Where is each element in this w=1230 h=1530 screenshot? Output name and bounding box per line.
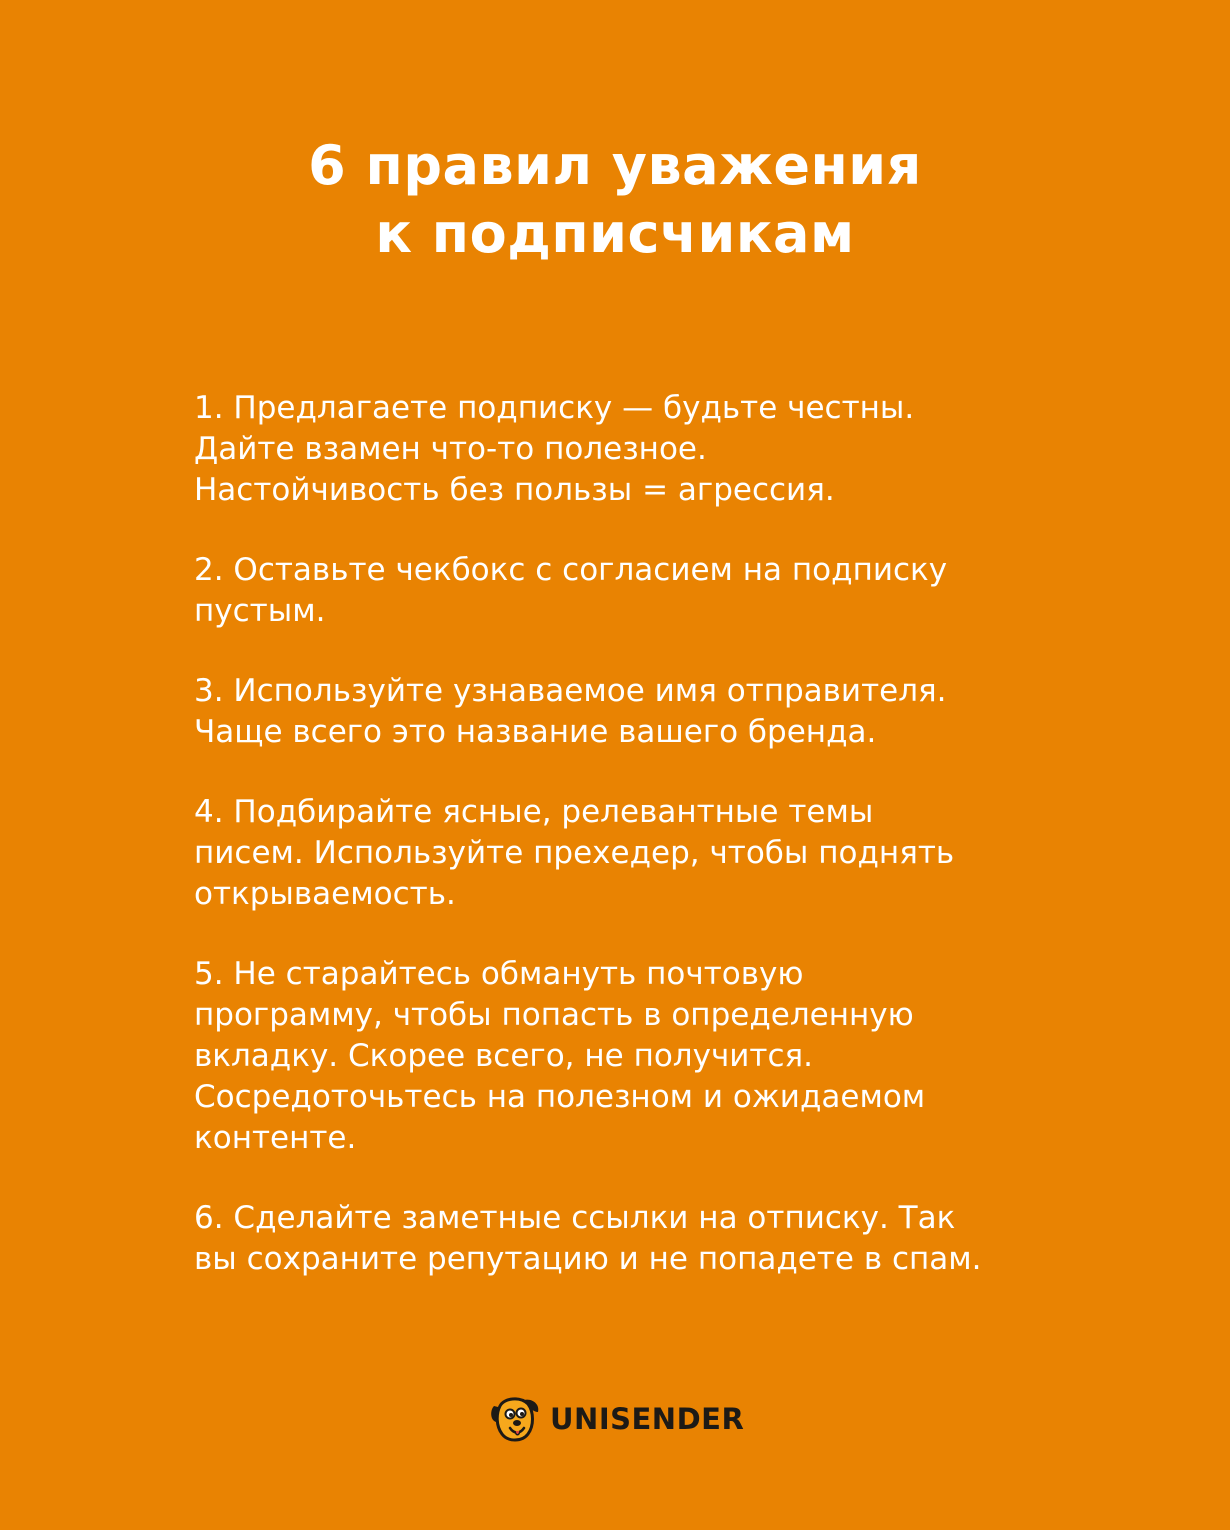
- rule-item-3: [194, 671, 1094, 753]
- rule-line: вкладку. Скорее всего, не получится.: [194, 1038, 814, 1074]
- rule-line: открываемость.: [194, 876, 456, 912]
- title-line-1: 6 правил уважения: [308, 134, 922, 197]
- rule-item-1: [194, 388, 1094, 511]
- brand-logo: [488, 1392, 744, 1446]
- rule-line: Дайте взамен что-то полезное.: [194, 431, 707, 467]
- brand-name: UNISENDER: [550, 1402, 745, 1436]
- rule-item-2: [194, 550, 1094, 632]
- rule-line: Чаще всего это название вашего бренда.: [194, 714, 877, 750]
- rule-item-4: [194, 792, 1094, 915]
- rule-item-5: [194, 954, 1094, 1159]
- rule-line: 3. Используйте узнаваемое имя отправителя.: [194, 673, 947, 709]
- rule-line: 2. Оставьте чекбокс с согласием на подписку: [194, 552, 948, 588]
- page-title: [0, 132, 1230, 268]
- rule-line: 5. Не старайтесь обмануть почтовую: [194, 956, 804, 992]
- rule-line: 1. Предлагаете подписку — будьте честны.: [194, 390, 915, 426]
- dog-mascot-icon: [488, 1392, 542, 1446]
- rule-line: Настойчивость без пользы = агрессия.: [194, 472, 835, 508]
- rule-line: пустым.: [194, 593, 326, 629]
- rule-line: 6. Сделайте заметные ссылки на отписку. Так: [194, 1200, 956, 1236]
- rule-line: 4. Подбирайте ясные, релевантные темы: [194, 794, 874, 830]
- rule-item-6: [194, 1198, 1094, 1280]
- rule-line: программу, чтобы попасть в определенную: [194, 997, 914, 1033]
- title-line-2: к подписчикам: [375, 202, 855, 265]
- rule-line: контенте.: [194, 1120, 357, 1156]
- rules-list: [194, 388, 1094, 1319]
- rule-line: писем. Используйте прехедер, чтобы поднять: [194, 835, 955, 871]
- rule-line: вы сохраните репутацию и не попадете в спам.: [194, 1241, 982, 1277]
- rule-line: Сосредоточьтесь на полезном и ожидаемом: [194, 1079, 926, 1115]
